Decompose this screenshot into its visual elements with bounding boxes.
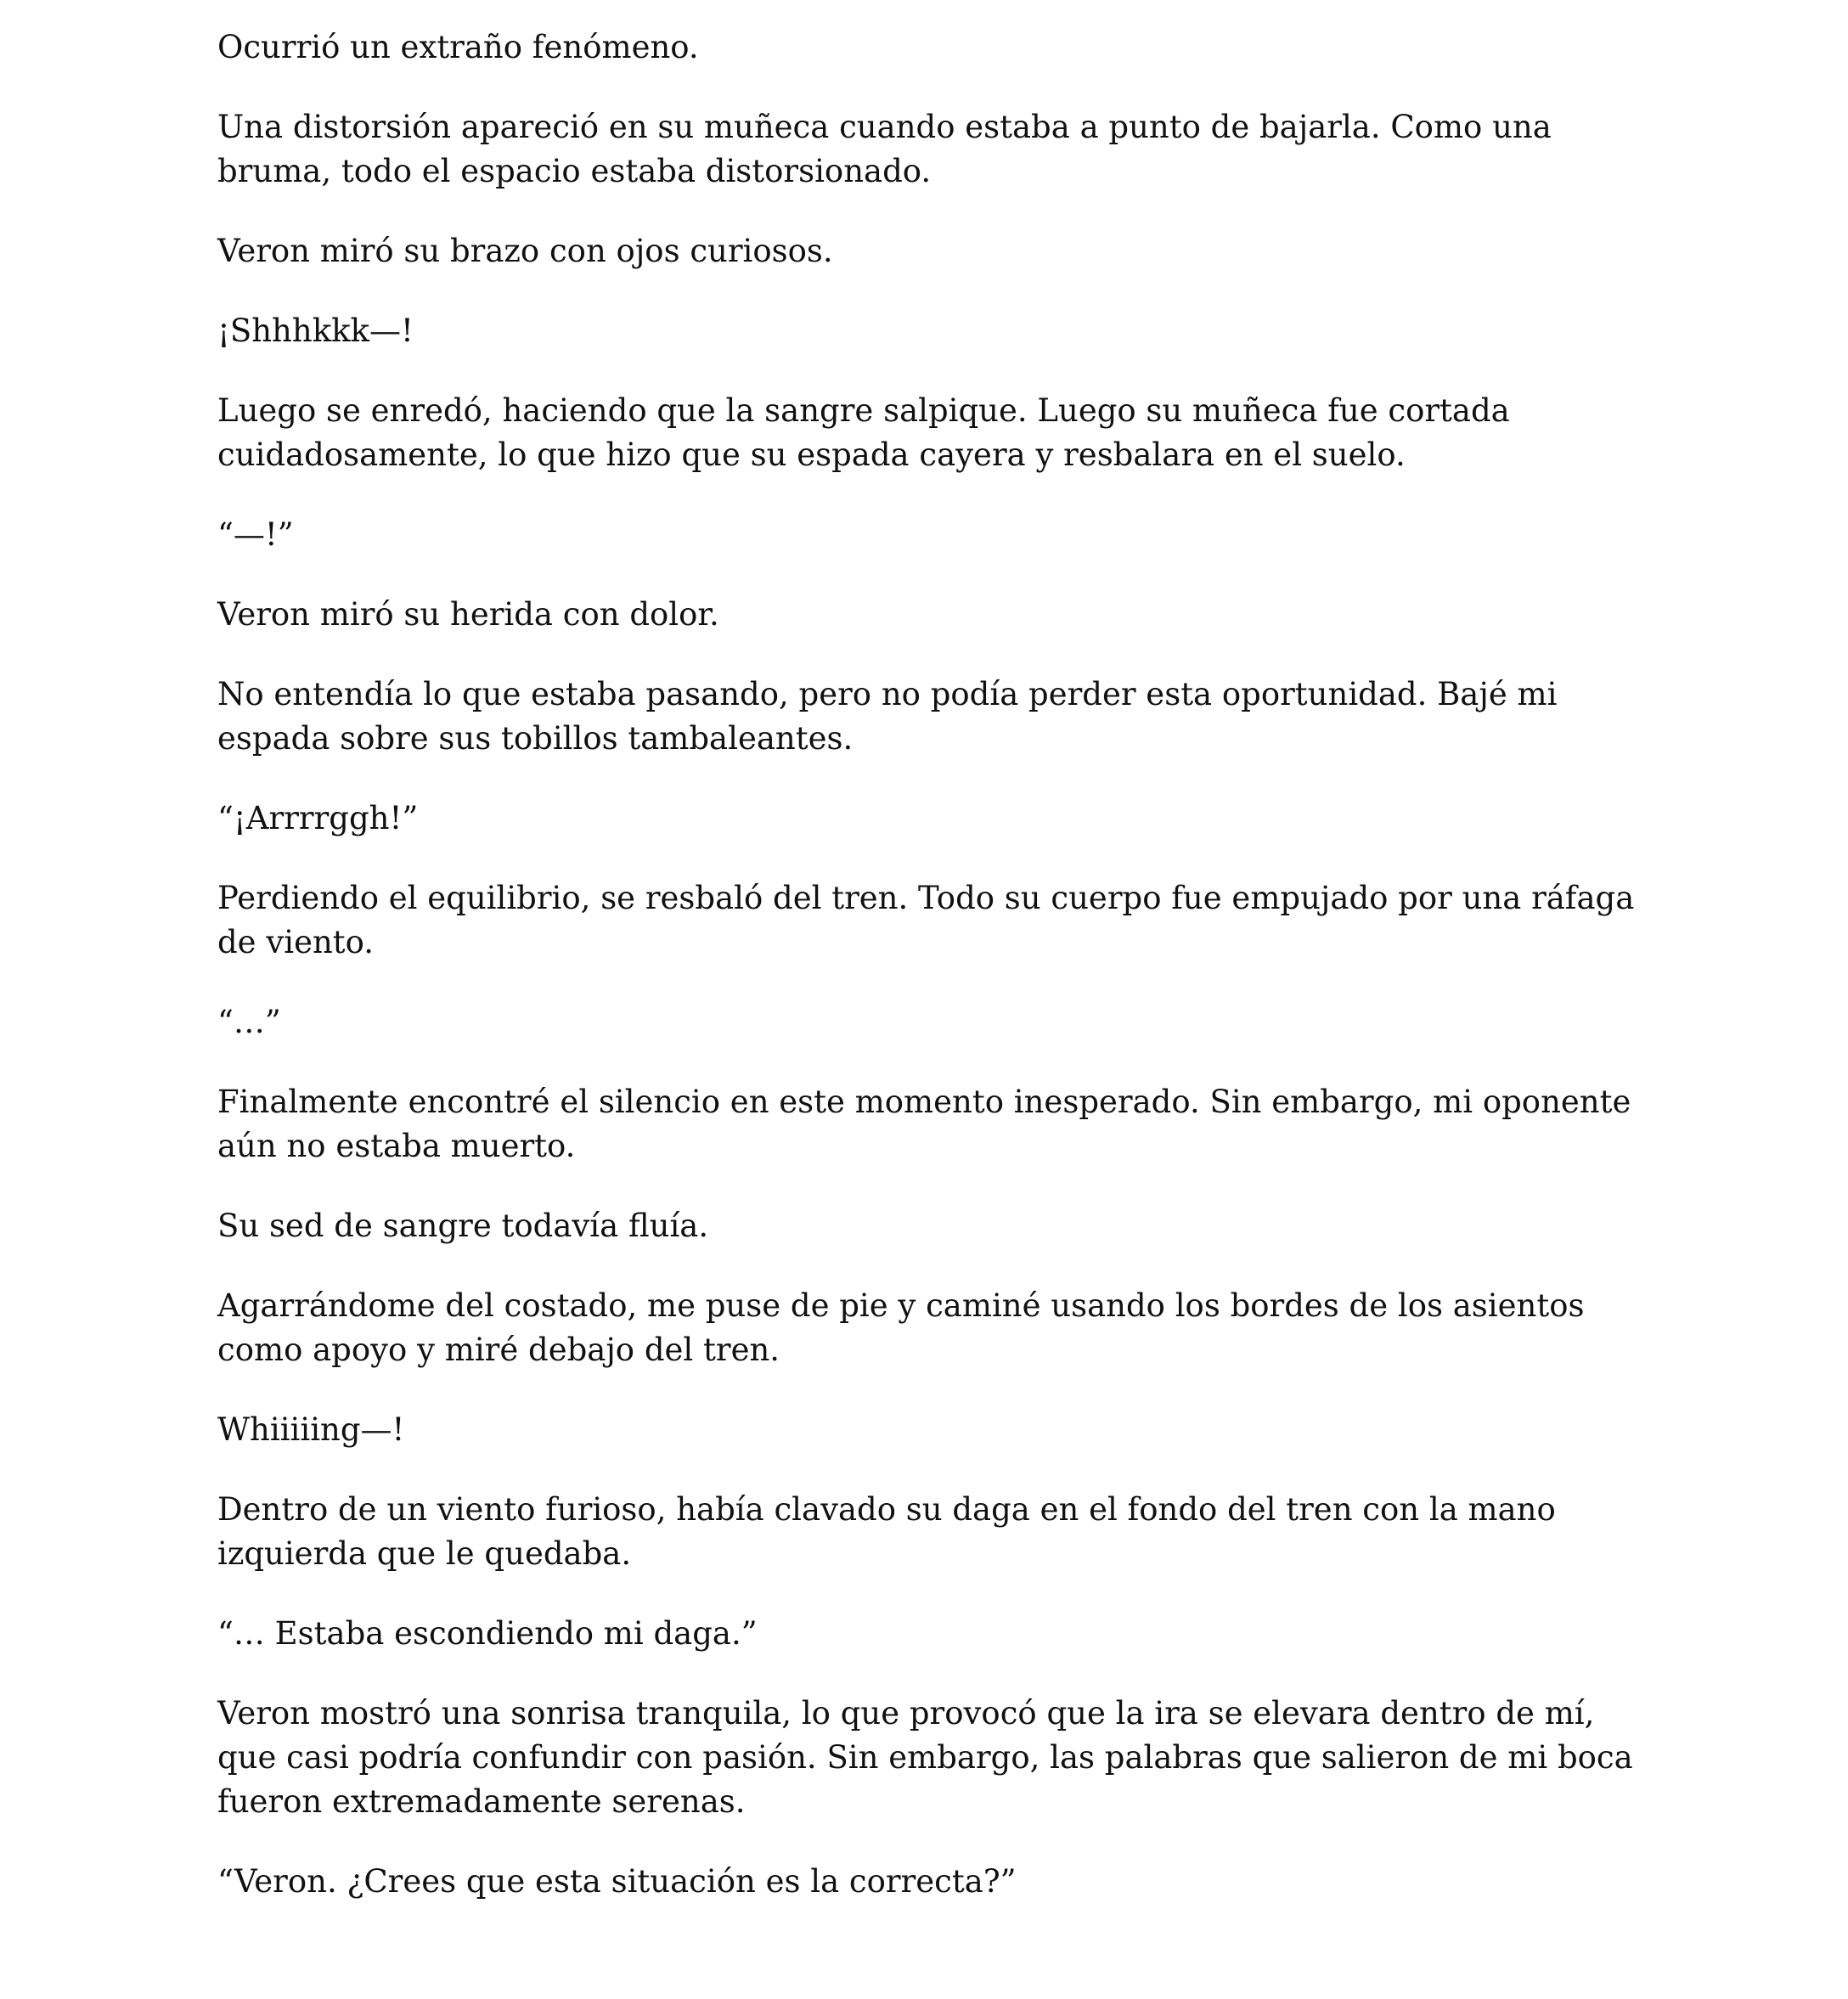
paragraph: Finalmente encontré el silencio en este momento inesperado. Sin embargo, mi oponente aún no estaba muerto.: [217, 1084, 1631, 1164]
paragraph: Su sed de sangre todavía fluía.: [217, 1208, 709, 1244]
document-page: [217, 25, 1653, 1940]
paragraph: “¡Arrrrggh!”: [217, 800, 419, 836]
paragraph: “… Estaba escondiendo mi daga.”: [217, 1615, 758, 1652]
paragraph: “Veron. ¿Crees que esta situación es la correcta?”: [217, 1863, 1017, 1900]
paragraph: No entendía lo que estaba pasando, pero no podía perder esta oportunidad. Bajé mi espada sobre sus tobillos tambaleantes.: [217, 676, 1558, 757]
paragraph: Luego se enredó, haciendo que la sangre salpique. Luego su muñeca fue cortada cuidadosamente, lo que hizo que su espada cayera y resbalara en el suelo.: [217, 392, 1510, 473]
paragraph: Dentro de un viento furioso, había clavado su daga en el fondo del tren con la mano izquierda que le quedaba.: [217, 1491, 1556, 1572]
paragraph: Ocurrió un extraño fenómeno.: [217, 29, 699, 65]
paragraph: “—!”: [217, 516, 294, 553]
paragraph: Veron miró su brazo con ojos curiosos.: [217, 233, 833, 269]
paragraph: “…”: [217, 1004, 281, 1040]
paragraph: Perdiendo el equilibrio, se resbaló del tren. Todo su cuerpo fue empujado por una ráfaga de viento.: [217, 880, 1635, 960]
paragraph: Whiiiiing—!: [217, 1411, 405, 1448]
paragraph: Una distorsión apareció en su muñeca cuando estaba a punto de bajarla. Como una bruma, todo el espacio estaba distorsionado.: [217, 109, 1552, 189]
paragraph: ¡Shhhkkk—!: [217, 313, 414, 349]
paragraph: Veron mostró una sonrisa tranquila, lo que provocó que la ira se elevara dentro de mí, que casi podría confundir con pasión. Sin embargo, las palabras que salieron de mi boca fueron extremadamente serenas.: [217, 1695, 1633, 1820]
paragraph: Veron miró su herida con dolor.: [217, 596, 719, 633]
paragraph: Agarrándome del costado, me puse de pie y caminé usando los bordes de los asientos como apoyo y miré debajo del tren.: [217, 1287, 1585, 1368]
